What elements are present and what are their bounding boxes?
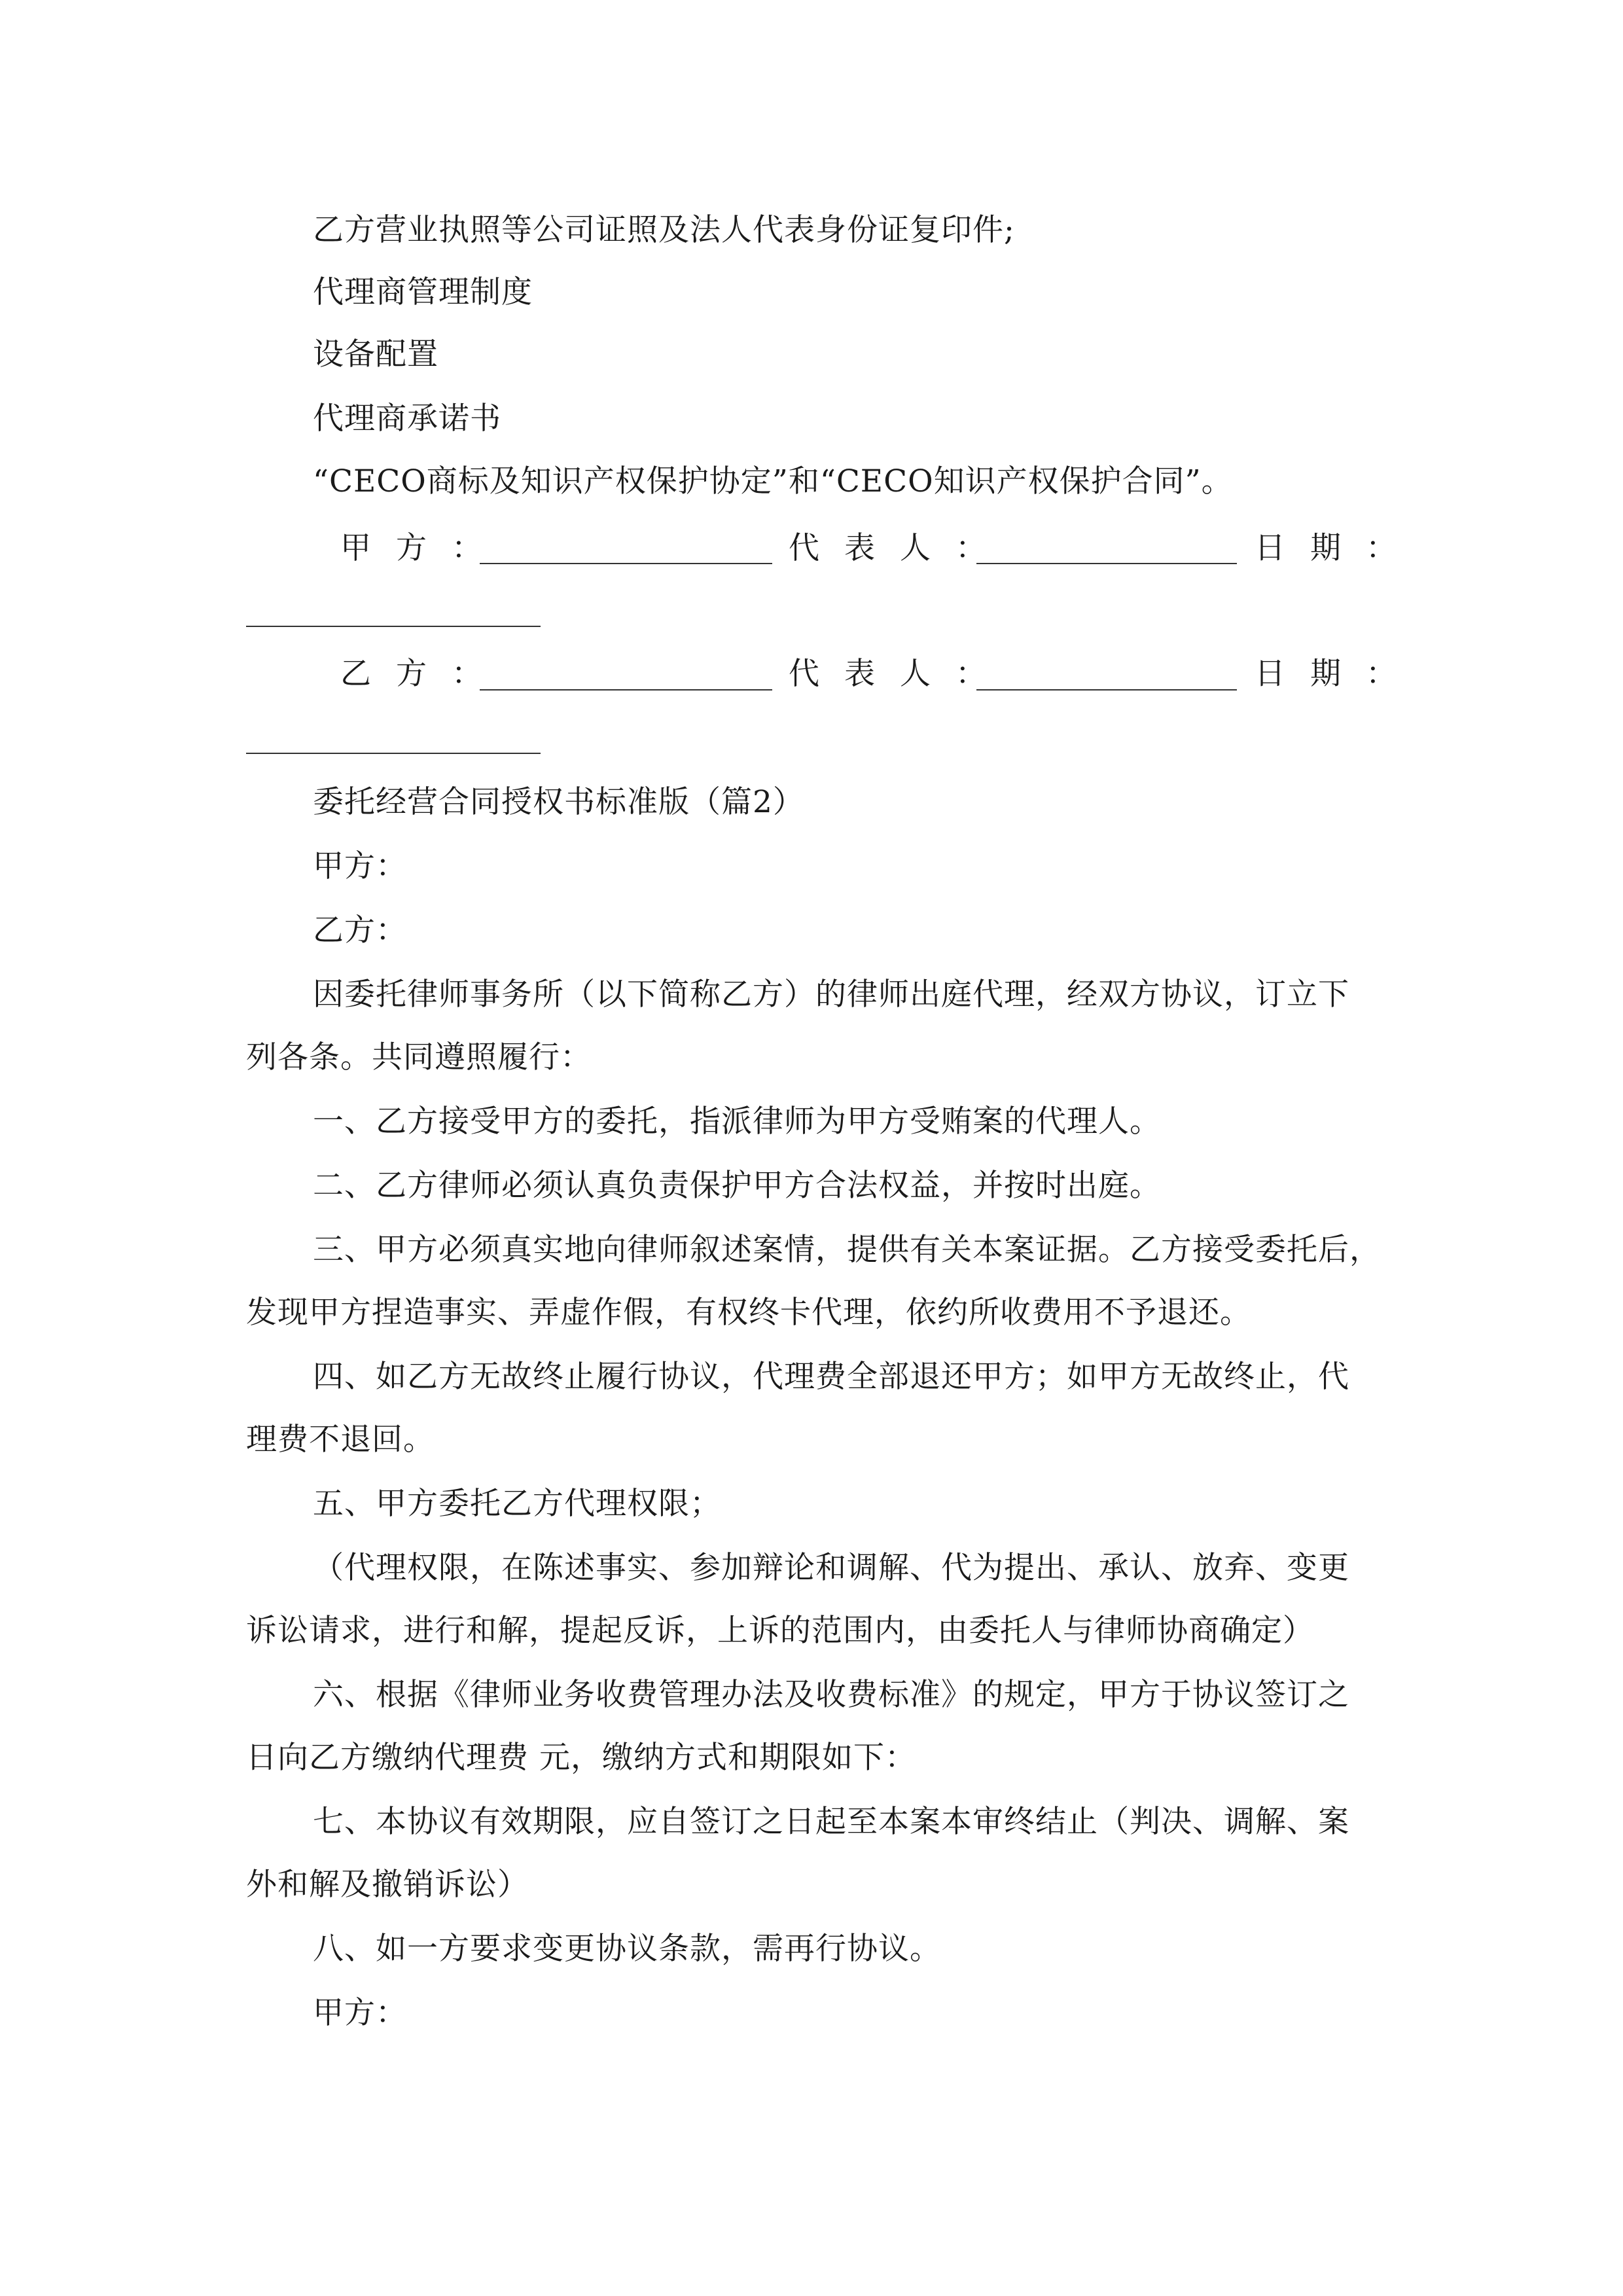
contract-clause-5-note-line-2: 诉讼请求，进行和解，提起反诉，上诉的范围内，由委托人与律师协商确定） bbox=[246, 1613, 1314, 1649]
signature-rep-a-blank bbox=[976, 563, 1237, 564]
signature-party-a-blank bbox=[480, 563, 772, 564]
signature-party-b-label: 乙方： bbox=[340, 656, 507, 692]
signature-rep-a-label: 代表人： bbox=[789, 530, 1011, 566]
contract-closing-party-a: 甲方： bbox=[313, 1995, 407, 2031]
contract-clause-3-line-1: 三、甲方必须真实地向律师叙述案情，提供有关本案证据。乙方接受委托后， bbox=[313, 1232, 1381, 1268]
signature-party-b-blank bbox=[480, 689, 772, 691]
contract-party-b: 乙方： bbox=[313, 912, 407, 948]
contract-intro-line-1: 因委托律师事务所（以下简称乙方）的律师出庭代理，经双方协议，订立下 bbox=[313, 977, 1349, 1013]
attachment-item-3: 设备配置 bbox=[313, 336, 438, 372]
contract-intro-line-2: 列各条。共同遵照履行： bbox=[246, 1039, 592, 1075]
attachment-item-2: 代理商管理制度 bbox=[313, 274, 533, 310]
signature-rep-b-label: 代表人： bbox=[789, 656, 1011, 692]
contract-clause-3-line-2: 发现甲方捏造事实、弄虚作假，有权终卡代理，依约所收费用不予退还。 bbox=[246, 1295, 1251, 1331]
attachment-item-4: 代理商承诺书 bbox=[313, 401, 501, 437]
contract-clause-2: 二、乙方律师必须认真负责保护甲方合法权益，并按时出庭。 bbox=[313, 1168, 1161, 1204]
contract-clause-5-note-line-1: （代理权限，在陈述事实、参加辩论和调解、代为提出、承认、放弃、变更 bbox=[313, 1550, 1349, 1586]
signature-party-a-label: 甲方： bbox=[340, 530, 507, 566]
contract-title: 委托经营合同授权书标准版（篇2） bbox=[313, 784, 804, 820]
signature-rep-b-blank bbox=[976, 689, 1237, 691]
contract-clause-7-line-2: 外和解及撤销诉讼） bbox=[246, 1867, 529, 1903]
signature-date-b-label: 日期： bbox=[1255, 656, 1421, 692]
contract-clause-6-line-2: 日向乙方缴纳代理费 元，缴纳方式和期限如下： bbox=[246, 1740, 916, 1776]
contract-clause-7-line-1: 七、本协议有效期限，应自签订之日起至本案本审终结止（判决、调解、案 bbox=[313, 1804, 1349, 1840]
contract-party-a: 甲方： bbox=[313, 848, 407, 884]
contract-clause-1: 一、乙方接受甲方的委托，指派律师为甲方受贿案的代理人。 bbox=[313, 1103, 1161, 1139]
contract-clause-8: 八、如一方要求变更协议条款，需再行协议。 bbox=[313, 1931, 941, 1967]
signature-date-a-blank bbox=[246, 626, 541, 627]
contract-clause-4-line-1: 四、如乙方无故终止履行协议，代理费全部退还甲方；如甲方无故终止，代 bbox=[313, 1359, 1349, 1395]
signature-date-a-label: 日期： bbox=[1255, 530, 1421, 566]
attachment-item-5: “CECO商标及知识产权保护协定”和“CECO知识产权保护合同”。 bbox=[313, 463, 1233, 499]
signature-date-b-blank bbox=[246, 753, 541, 754]
contract-clause-6-line-1: 六、根据《律师业务收费管理办法及收费标准》的规定，甲方于协议签订之 bbox=[313, 1677, 1349, 1713]
attachment-item-1: 乙方营业执照等公司证照及法人代表身份证复印件; bbox=[313, 212, 1015, 248]
contract-clause-4-line-2: 理费不退回。 bbox=[246, 1422, 435, 1458]
contract-clause-5: 五、甲方委托乙方代理权限； bbox=[313, 1486, 721, 1522]
